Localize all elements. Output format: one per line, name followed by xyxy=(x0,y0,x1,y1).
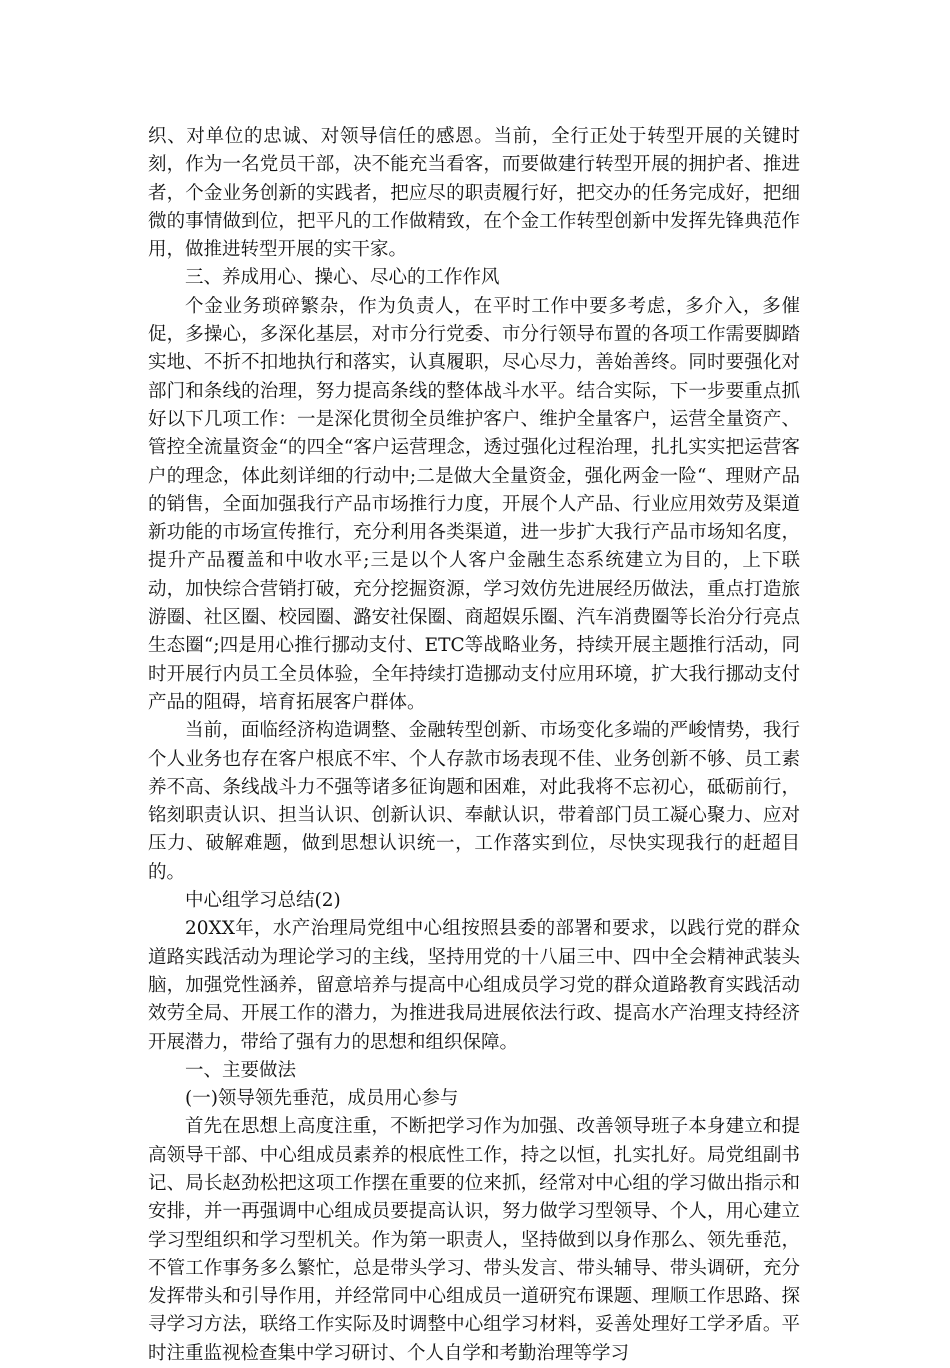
paragraph-body: 个金业务琐碎繁杂，作为负责人，在平时工作中要多考虑，多介入，多催促，多操心，多深化基层，对市分行党委、市分行领导布置的各项工作需要脚踏实地、不折不扣地执行和落实，认真履职，尽心尽力，善始善终。同时要强化对部门和条线的治理，努力提高条线的整体战斗水平。结合实际，下一步要重点抓好以下几项工作：一是深化贯彻全员维护客户、维护全量客户，运营全量资产、管控全流量资金“的四全“客户运营理念，透过强化过程治理，扎扎实实把运营客户的理念，体此刻详细的行动中;二是做大全量资金，强化两金一险“、理财产品的销售，全面加强我行产品市场推行力度，开展个人产品、行业应用效劳及渠道新功能的市场宣传推行，充分利用各类渠道，进一步扩大我行产品市场知名度，提升产品覆盖和中收水平;三是以个人客户金融生态系统建立为目的，上下联动，加快综合营销打破，充分挖掘资源，学习效仿先进展经历做法，重点打造旅游圈、社区圈、校园圈、潞安社保圈、商超娱乐圈、汽车消费圈等长治分行亮点生态圈“;四是用心推行挪动支付、ETC等战略业务，持续开展主题推行活动，同时开展行内员工全员体验，全年持续打造挪动支付应用环境，扩大我行挪动支付产品的阻碍，培育拓展客户群体。 xyxy=(148,295,800,713)
paragraph-body: 当前，面临经济构造调整、金融转型创新、市场变化多端的严峻情势，我行个人业务也存在客户根底不牢、个人存款市场表现不佳、业务创新不够、员工素养不高、条线战斗力不强等诸多征询题和困难，对此我将不忘初心，砥砺前行，铭刻职责认识、担当认识、创新认识、奉献认识，带着部门员工凝心聚力、应对压力、破解难题，做到思想认识统一，工作落实到位，尽快实现我行的赶超目的。 xyxy=(148,720,800,883)
subsection-heading-leadership: (一)领导领先垂范，成员用心参与 xyxy=(185,1088,459,1110)
section-heading-work-style: 三、养成用心、操心、尽心的工作作风 xyxy=(185,267,500,289)
paragraph-continuation: 织、对单位的忠诚、对领导信任的感恩。当前，全行正处于转型开展的关键时刻，作为一名党员干部，决不能充当看客，而要做建行转型开展的拥护者、推进者，个金业务创新的实践者，把应尽的职责履行好，把交办的任务完成好，把细微的事情做到位，把平凡的工作做精致，在个金工作转型创新中发挥先锋典范作用，做推进转型开展的实干家。 xyxy=(148,126,800,261)
paragraph-body: 首先在思想上高度注重，不断把学习作为加强、改善领导班子本身建立和提高领导干部、中心组成员素养的根底性工作，持之以恒，扎实扎好。局党组副书记、局长赵劲松把这项工作摆在重要的位来抓，经常对中心组的学习做出指示和安排，并一再强调中心组成员要提高认识，努力做学习型领导、个人，用心建立学习型组织和学习型机关。作为第一职责人，坚持做到以身作那么、领先垂范，不管工作事务多么繁忙，总是带头学习、带头发言、带头辅导、带头调研，充分发挥带头和引导作用，并经常同中心组成员一道研究布课题、理顺工作思路、探寻学习方法，联络工作实际及时调整中心组学习材料，妥善处理好工学矛盾。平时注重监视检查集中学习研讨、个人自学和考勤治理等学习 xyxy=(148,1116,800,1364)
document-page xyxy=(148,123,800,1368)
document-title-study-summary: 中心组学习总结(2) xyxy=(185,890,341,912)
paragraph-body: 20XX年，水产治理局党组中心组按照县委的部署和要求，以践行党的群众道路实践活动为理论学习的主线，坚持用党的十八届三中、四中全会精神武装头脑，加强党性涵养，留意培养与提高中心组成员学习党的群众道路教育实践活动效劳全局、开展工作的潜力，为推进我局进展依法行政、提高水产治理支持经济开展潜力，带给了强有力的思想和组织保障。 xyxy=(148,918,800,1053)
section-heading-main-practices: 一、主要做法 xyxy=(185,1059,297,1081)
